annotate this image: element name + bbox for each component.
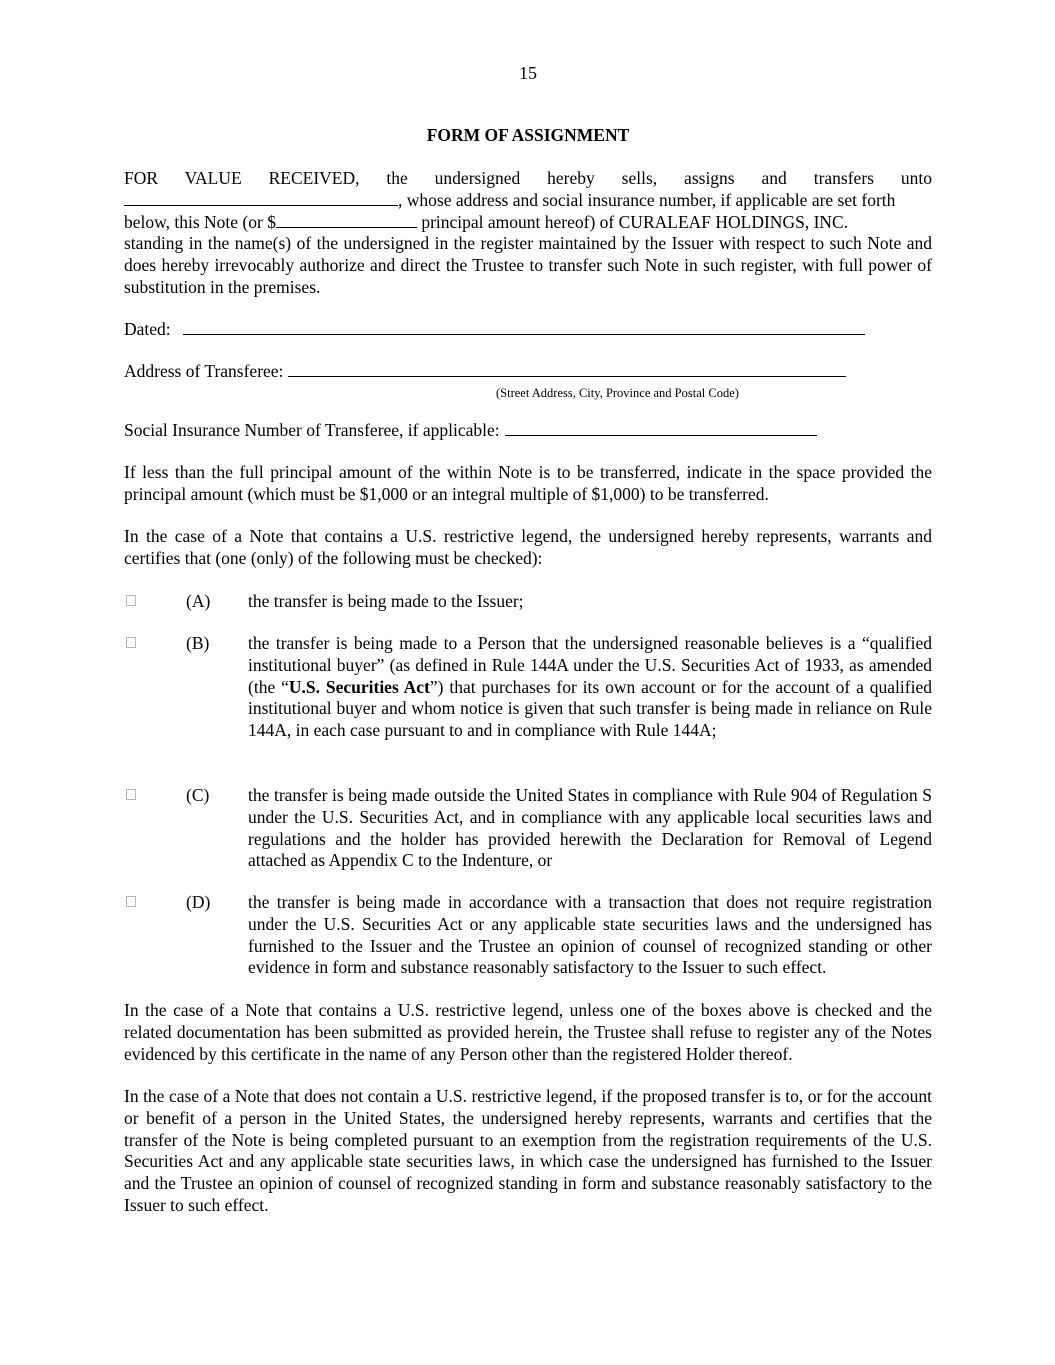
assignment-paragraph	[124, 168, 932, 299]
option-d-text: the transfer is being made in accordance with a transaction that does not require registration under the U.S. Securities Act or any applicable state securities laws and the undersigned has furnished to the Issuer and the Trustee an opinion of counsel of recognized standing or other evidence in form and substance reasonably satisfactory to the Issuer to such effect.	[248, 892, 932, 978]
transferee-address-row	[124, 361, 846, 383]
no-legend-paragraph: In the case of a Note that does not contain a U.S. restrictive legend, if the proposed transfer is to, or for the account or benefit of a person in the United States, the undersigned hereby represents, warrants and certifies that the transfer of the Note is being completed pursuant to an exemption from the registration requirements of the U.S. Securities Act and any applicable state securities laws, in which case the undersigned has furnished to the Issuer and the Trustee an opinion of counsel of recognized standing in form and substance reasonably satisfactory to the Issuer to such effect.	[124, 1086, 932, 1215]
principal-amount-blank[interactable]	[276, 212, 417, 228]
intro-line-3-suffix: principal amount hereof) of CURALEAF HOLDINGS, INC.	[416, 211, 849, 232]
intro-line-1: FOR VALUE RECEIVED, the undersigned hereby sells, assigns and transfers unto	[124, 168, 932, 188]
intro-rest: standing in the name(s) of the undersigned in the register maintained by the Issuer with respect to such Note and does hereby irrevocably authorize and direct the Trustee to transfer such Note in such register, with full power of substitution in the premises.	[124, 233, 932, 297]
option-a-label: (A)	[186, 591, 211, 611]
sin-field[interactable]	[505, 420, 817, 436]
option-b-text-start: the transfer is being made to a Person that the undersigned reasonable believes is a “qualified institutional buyer” (as defined in Rule 144A under the U.S. Securities Act of 1933, as amended (the “	[248, 633, 932, 697]
intro-line-2-text: , whose address and social insurance number, if applicable are set forth	[398, 189, 896, 210]
dated-label: Dated:	[124, 319, 171, 339]
refusal-paragraph: In the case of a Note that contains a U.S. restrictive legend, unless one of the boxes above is checked and the related documentation has been submitted as provided herein, the Trustee shall refuse to register any of the Notes evidenced by this certificate in the name of any Person other than the registered Holder thereof.	[124, 1000, 932, 1064]
option-b-checkbox[interactable]	[126, 637, 136, 648]
option-b-text-end: ”) that purchases for its own account or for the account of a qualified institutional buyer and whom notice is given that such transfer is being made in reliance on Rule 144A, in each case pursuant to and in compliance with Rule 144A;	[248, 676, 932, 741]
intro-line-2	[124, 190, 932, 212]
form-title: FORM OF ASSIGNMENT	[426, 125, 630, 145]
option-b-text	[248, 633, 932, 742]
transferee-address-caption: (Street Address, City, Province and Postal Code)	[496, 386, 739, 400]
option-a-checkbox[interactable]	[126, 595, 136, 606]
option-c-checkbox[interactable]	[126, 789, 136, 800]
option-b-defined-term: U.S. Securities Act	[288, 676, 430, 697]
option-b-label: (B)	[186, 633, 210, 653]
page-number: 15	[519, 63, 537, 83]
intro-line-3	[124, 212, 932, 234]
dated-field[interactable]	[183, 319, 865, 335]
sin-row	[124, 420, 817, 442]
option-d-label: (D)	[186, 892, 211, 912]
transferee-address-label: Address of Transferee:	[124, 361, 284, 381]
sin-label: Social Insurance Number of Transferee, if applicable:	[124, 420, 500, 440]
option-a-text: the transfer is being made to the Issuer;	[248, 591, 524, 611]
transferee-address-field[interactable]	[288, 361, 846, 377]
dated-row	[124, 319, 865, 341]
partial-transfer-paragraph: If less than the full principal amount of the within Note is to be transferred, indicate in the space provided the principal amount (which must be $1,000 or an integral multiple of $1,000) to be transferred.	[124, 462, 932, 504]
option-c-label: (C)	[186, 785, 210, 805]
legend-intro-paragraph: In the case of a Note that contains a U.S. restrictive legend, the undersigned hereby represents, warrants and certifies that (one (only) of the following must be checked):	[124, 526, 932, 568]
intro-line-3-prefix: below, this Note (or $	[124, 211, 276, 232]
option-c-text: the transfer is being made outside the United States in compliance with Rule 904 of Regulation S under the U.S. Securities Act, and in compliance with any applicable local securities laws and regulations and the holder has provided herewith the Declaration for Removal of Legend attached as Appendix C to the Indenture, or	[248, 785, 932, 871]
assignee-blank[interactable]	[124, 190, 398, 206]
option-d-checkbox[interactable]	[126, 896, 136, 907]
